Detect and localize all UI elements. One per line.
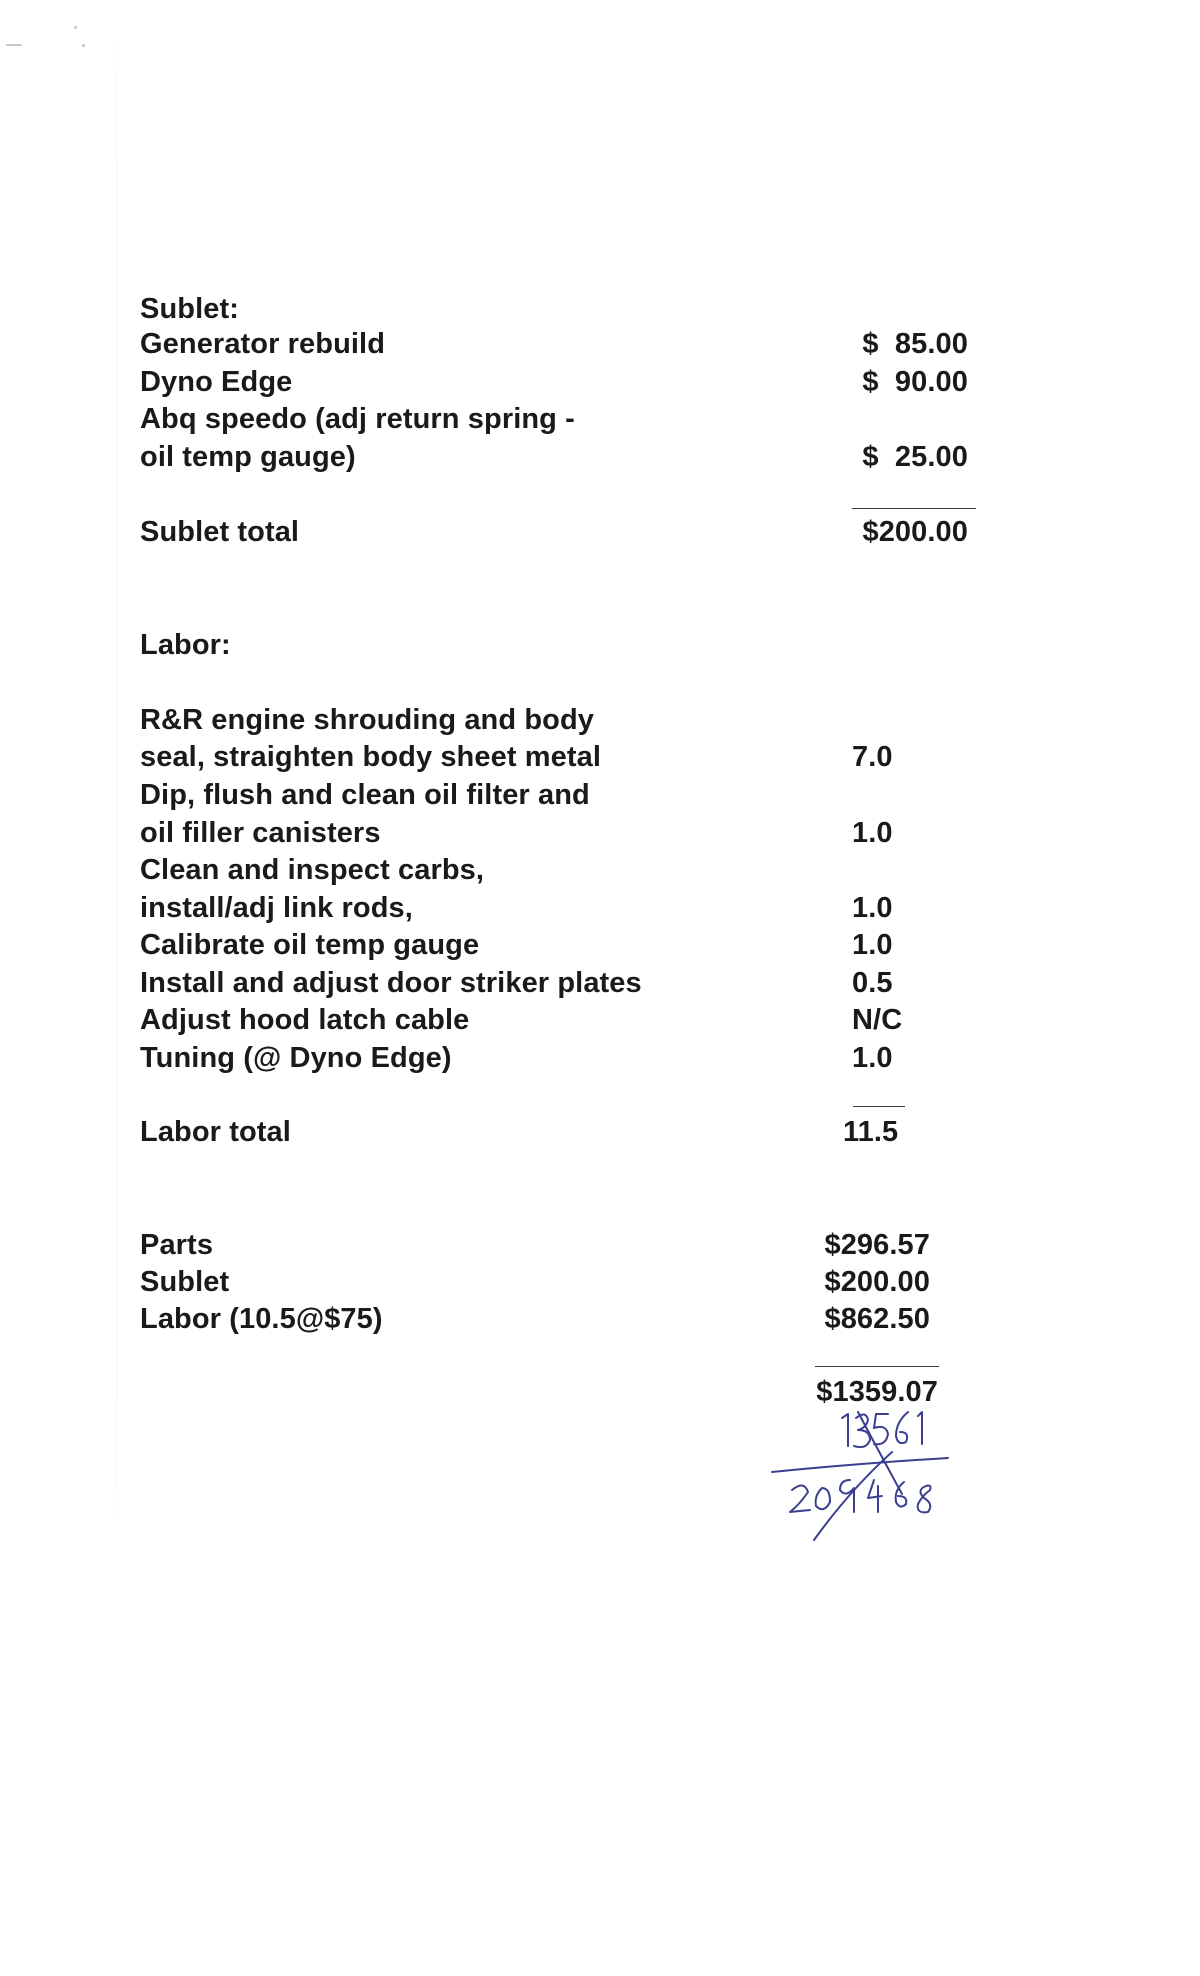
labor-item-hours: 1.0 — [852, 817, 893, 849]
labor-item-line: Clean and inspect carbs, — [140, 854, 485, 886]
labor-item-hours: 7.0 — [852, 741, 893, 773]
labor-item-hours: 0.5 — [852, 967, 893, 999]
labor-total-hours: 11.5 — [843, 1116, 899, 1148]
summary-row-label: Parts — [140, 1229, 214, 1261]
sublet-heading: Sublet: — [140, 293, 239, 325]
labor-item-line: install/adj link rods, — [140, 892, 413, 924]
sublet-total-label: Sublet total — [140, 516, 300, 548]
labor-item-line: oil filler canisters — [140, 817, 381, 849]
labor-item-line: Adjust hood latch cable — [140, 1004, 470, 1036]
labor-item-line: R&R engine shrouding and body — [140, 704, 594, 736]
labor-item-line: Tuning (@ Dyno Edge) — [140, 1042, 452, 1074]
scan-edge — [116, 20, 117, 1540]
sublet-item-label: Generator rebuild — [140, 328, 386, 360]
summary-row-amount: $296.57 — [824, 1229, 930, 1261]
sublet-item-label: Abq speedo (adj return spring - — [140, 403, 575, 435]
labor-item-line: seal, straighten body sheet metal — [140, 741, 601, 773]
sublet-item-amount: $ 25.00 — [862, 441, 968, 473]
grand-total-rule — [815, 1366, 939, 1367]
labor-item-hours: 1.0 — [852, 1042, 893, 1074]
labor-heading: Labor: — [140, 629, 231, 661]
handwritten-note — [770, 1400, 960, 1545]
scan-speck — [74, 26, 77, 29]
sublet-item-label: oil temp gauge) — [140, 441, 356, 473]
sublet-item-label: Dyno Edge — [140, 366, 293, 398]
sublet-total-rule — [852, 508, 976, 509]
labor-item-line: Dip, flush and clean oil filter and — [140, 779, 590, 811]
grand-total-amount: $1359.07 — [816, 1376, 938, 1408]
sublet-item-amount: $ 85.00 — [862, 328, 968, 360]
summary-row-label: Labor (10.5@$75) — [140, 1303, 383, 1335]
scan-speck — [6, 44, 22, 46]
sublet-item-amount: $ 90.00 — [862, 366, 968, 398]
labor-item-line: Install and adjust door striker plates — [140, 967, 642, 999]
labor-total-label: Labor total — [140, 1116, 291, 1148]
labor-item-hours: 1.0 — [852, 892, 893, 924]
summary-row-amount: $862.50 — [824, 1303, 930, 1335]
summary-row-amount: $200.00 — [824, 1266, 930, 1298]
sublet-total-amount: $200.00 — [862, 516, 968, 548]
labor-item-hours: 1.0 — [852, 929, 893, 961]
labor-total-rule — [853, 1106, 905, 1107]
summary-row-label: Sublet — [140, 1266, 230, 1298]
labor-item-hours: N/C — [852, 1004, 903, 1036]
labor-item-line: Calibrate oil temp gauge — [140, 929, 480, 961]
scan-speck — [82, 44, 85, 47]
